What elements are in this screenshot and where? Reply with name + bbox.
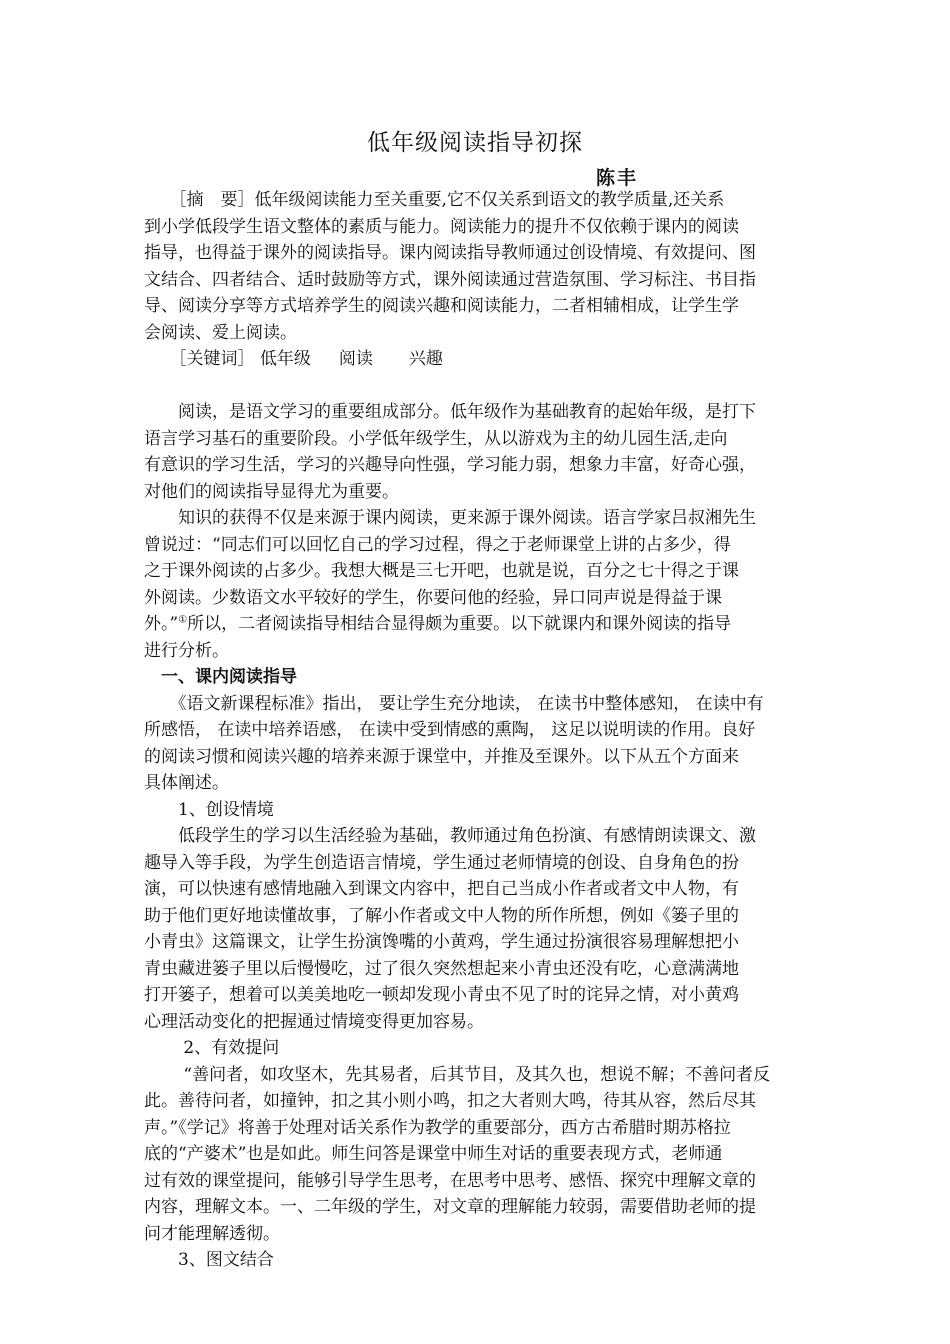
abstract-line: 会阅读、爱上阅读。 [144,322,297,343]
keyword: 兴趣 [408,349,443,369]
keywords-line [144,346,814,373]
paragraph-line: 的阅读习惯和阅读兴趣的培养来源于课堂中，并推及至课外。以下从五个方面来 [144,746,739,767]
abstract-line: 到小学低段学生语文整体的素质与能力。阅读能力的提升不仅依赖于课内的阅读 [144,216,739,237]
paragraph-line: 助于他们更好地读懂故事，了解小作者或文中人物的所作所想，例如《篓子里的 [144,905,739,926]
paragraph-line: 打开篓子，想着可以美美地吃一顿却发现小青虫不见了时的诧异之情，对小黄鸡 [144,985,739,1005]
paragraph-line: 外。”①所以，二者阅读指导相结合显得颇为重要。以下就课内和课外阅读的指导 [144,614,732,634]
paragraph-line: 进行分析。 [144,640,229,661]
paragraph-line: 问才能理解透彻。 [144,1223,280,1244]
keywords-label: ［关键词］ [178,349,255,369]
keyword: 低年级 [259,349,311,369]
author-name: 陈丰 [596,167,639,189]
paragraph-line: 对他们的阅读指导显得尤为重要。 [144,481,399,502]
paragraph-line: 具体阐述。 [144,773,229,793]
abstract-line: 指导，也得益于课外的阅读指导。课内阅读指导教师通过创设情境、有效提问、图 [144,243,756,263]
paragraph-line: 趣导入等手段，为学生创造语言情境，学生通过老师情境的创设、自身角色的扮 [144,852,739,873]
paragraph-line: 知识的获得不仅是来源于课内阅读，更来源于课外阅读。语言学家吕叔湘先生 [144,508,756,528]
paragraph-line: “善问者，如攻坚木，先其易者，后其节目，及其久也，想说不解；不善问者反 [144,1064,771,1085]
paragraph-line: 过有效的课堂提问，能够引导学生思考，在思考中思考、感悟、探究中理解文章的 [144,1170,756,1191]
paragraph-line: 内容，理解文本。一、二年级的学生，对文章的理解能力较弱，需要借助老师的提 [144,1197,756,1217]
paragraph-line: 声。”《学记》将善于处理对话关系作为教学的重要部分，西方古希腊时期苏格拉 [144,1117,731,1138]
paragraph-line: 此。善待问者，如撞钟，扣之其小则小鸣，扣之大者则大鸣，待其从容，然后尽其 [144,1091,756,1111]
paragraph-line: 演，可以快速有感情地融入到课文内容中，把自己当成小作者或者文中人物，有 [144,879,739,899]
paragraph-line: 所感悟， 在读中培养语感， 在读中受到情感的熏陶， 这足以说明读的作用。良好 [144,720,756,740]
keyword: 阅读 [338,349,373,369]
paragraph-line: 小青虫》这篇课文，让学生扮演馋嘴的小黄鸡，学生通过扮演很容易理解想把小 [144,932,739,952]
paragraph-line: 底的“产婆术”也是如此。师生问答是课堂中师生对话的重要表现方式，老师通 [144,1144,723,1164]
paragraph-line: 曾说过：“同志们可以回忆自己的学习过程，得之于老师课堂上讲的占多少，得 [144,534,731,555]
paragraph-line: 低段学生的学习以生活经验为基础，教师通过角色扮演、有感情朗读课文、激 [144,826,756,846]
document-body [144,187,814,1274]
paragraph-line: 语言学习基石的重要阶段。小学低年级学生，从以游戏为主的幼儿园生活,走向 [144,428,728,449]
footnote-marker[interactable]: ① [178,614,188,626]
paragraph-line: 阅读，是语文学习的重要组成部分。低年级作为基础教育的起始年级，是打下 [144,402,756,422]
abstract-line: ［摘 要］低年级阅读能力至关重要,它不仅关系到语文的教学质量,还关系 [178,190,725,210]
paragraph-line: 之于课外阅读的占多少。我想大概是三七开吧，也就是说，百分之七十得之于课 [144,561,739,581]
subsection-heading: 3、图文结合 [144,1250,274,1270]
abstract-line: 文结合、四者结合、适时鼓励等方式，课外阅读通过营造氛围、学习标注、书目指 [144,269,756,290]
paragraph-line: 心理活动变化的把握通过情境变得更加容易。 [144,1011,484,1032]
page-title: 低年级阅读指导初探 [367,130,583,156]
section-heading: 一、课内阅读指导 [144,667,297,687]
paragraph-line: 《语文新课程标准》指出， 要让学生充分地读， 在读书中整体感知， 在读中有 [144,693,764,714]
blank-line [144,373,814,400]
paragraph-line: 青虫藏进篓子里以后慢慢吃，过了很久突然想起来小青虫还没有吃，心意满满地 [144,958,739,979]
subsection-heading: 1、创设情境 [144,799,274,820]
abstract-line: 导、阅读分享等方式培养学生的阅读兴趣和阅读能力，二者相辅相成，让学生学 [144,296,739,316]
paragraph-line: 外阅读。少数语文水平较好的学生，你要问他的经验，异口同声说是得益于课 [144,587,722,608]
subsection-heading: 2、有效提问 [144,1038,280,1058]
abstract-label: ［摘 要］ [178,190,255,210]
paragraph-line: 有意识的学习生活，学习的兴趣导向性强，学习能力弱，想象力丰富，好奇心强， [144,455,756,475]
